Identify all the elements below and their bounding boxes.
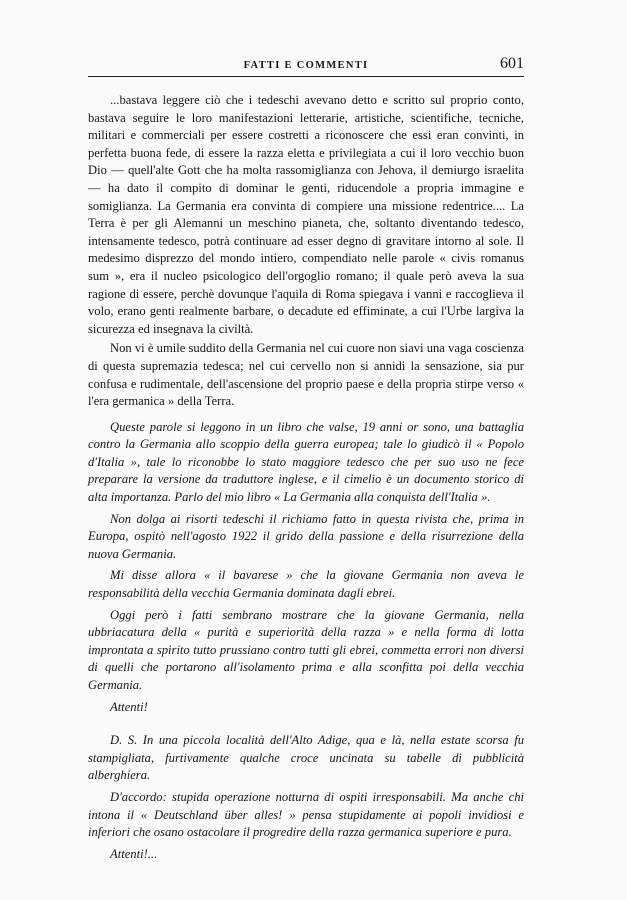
paragraph: Mi disse allora « il bavarese » che la giovane Germania non aveva le responsabilità della vecchia Germania dominata dagli ebrei. bbox=[88, 568, 524, 601]
page-number: 601 bbox=[500, 55, 524, 72]
paragraph: Queste parole si leggono in un libro che valse, 19 anni or sono, una battaglia contro la Germania allo scoppio della guerra europea; tale lo giudicò il « Popolo d'Italia », tale lo riconobbe lo stato maggiore tedesco che per suo uso ne fece preparare la versione da traduttore inglese, e il cimelio è un documento storico di alta importanza. Parlo del mio libro « La Germania alla conquista dell'Italia ». bbox=[88, 419, 524, 505]
paragraph: Non dolga ai risorti tedeschi il richiamo fatto in questa rivista che, prima in Europa, ospitò nell'agosto 1922 il grido della passione e della risurrezione della nuova Germania. bbox=[88, 511, 524, 561]
page-header bbox=[88, 54, 524, 77]
paragraph: D'accordo: stupida operazione notturna di ospiti irresponsabili. Ma anche chi intona il « Deutschland über alles! » pensa stupidamente ai popoli invidiosi e inferiori che osano ostacolare il progredire della razza germanica superiore e pura. bbox=[88, 789, 524, 840]
paragraph: D. S. In una piccola località dell'Alto Adige, qua e là, nella estate scorsa fu stampigliata, furtivamente qualche croce uncinata su tabelle di pubblicità alberghiera. bbox=[88, 733, 524, 783]
body-text bbox=[88, 92, 524, 867]
running-title: FATTI E COMMENTI bbox=[243, 60, 369, 71]
closing-line: Attenti!... bbox=[110, 846, 158, 861]
quoted-passage bbox=[88, 92, 524, 411]
paragraph: Oggi però i fatti sembrano mostrare che la giovane Germania, nella ubbriacatura della « purità e superiorità della razza » e nella forma di lotta improntata a spirito tutto prussiano contro tutti gli ebrei, commetta errori non diversi di quelli che portarono all'isolamento prima e alla sconfitta poi della vecchia Germania. bbox=[88, 607, 524, 692]
comment-section-alto-adige bbox=[88, 732, 524, 863]
paragraph: Non vi è umile suddito della Germania nel cui cuore non siavi una vaga coscienza di questa supremazia tedesca; nel cui cervello non si annidi la sensazione, sia pur confusa e rudimentale, dell'ascensione del proprio paese e della propria stirpe verso « l'era germanica » della Terra. bbox=[88, 341, 524, 409]
closing-line: Attenti! bbox=[110, 699, 148, 714]
comment-section-germania bbox=[88, 419, 524, 717]
paragraph: ...bastava leggere ciò che i tedeschi avevano detto e scritto sul proprio conto, bastava seguire le loro manifestazioni letterarie, artistiche, scientifiche, tecniche, militari e commerciali per essere costretti a riconoscere che essi eran convinti, in perfetta buona fede, di essere la razza eletta e privilegiata a cui il loro vecchio buon Dio — quell'alte Gott che ha molta rassomiglianza con Jehova, il demiurgo israelita — ha dato il compito di dominar le genti, riducendole a propria immagine e somiglianza. La Germania era convinta di compiere una missione redentrice.... La Terra è per gli Alemanni un meschino pianeta, che, soltanto diventando tedesco, intensamente tedesco, potrà continuare ad esser degno di gravitare intorno al sole. Il medesimo disprezzo del mondo intiero, compendiato nelle parole « civis romanus sum », era il nucleo psicologico dell'orgoglio romano; il quale però aveva la sua ragione di essere, perchè dovunque l'aquila di Roma spiegava i vanni e raccoglieva il volo, erano genti realmente barbare, o decadute ed effiminate, a cui l'Urbe largiva la sicurezza ed insegnava la civiltà. bbox=[88, 93, 524, 336]
